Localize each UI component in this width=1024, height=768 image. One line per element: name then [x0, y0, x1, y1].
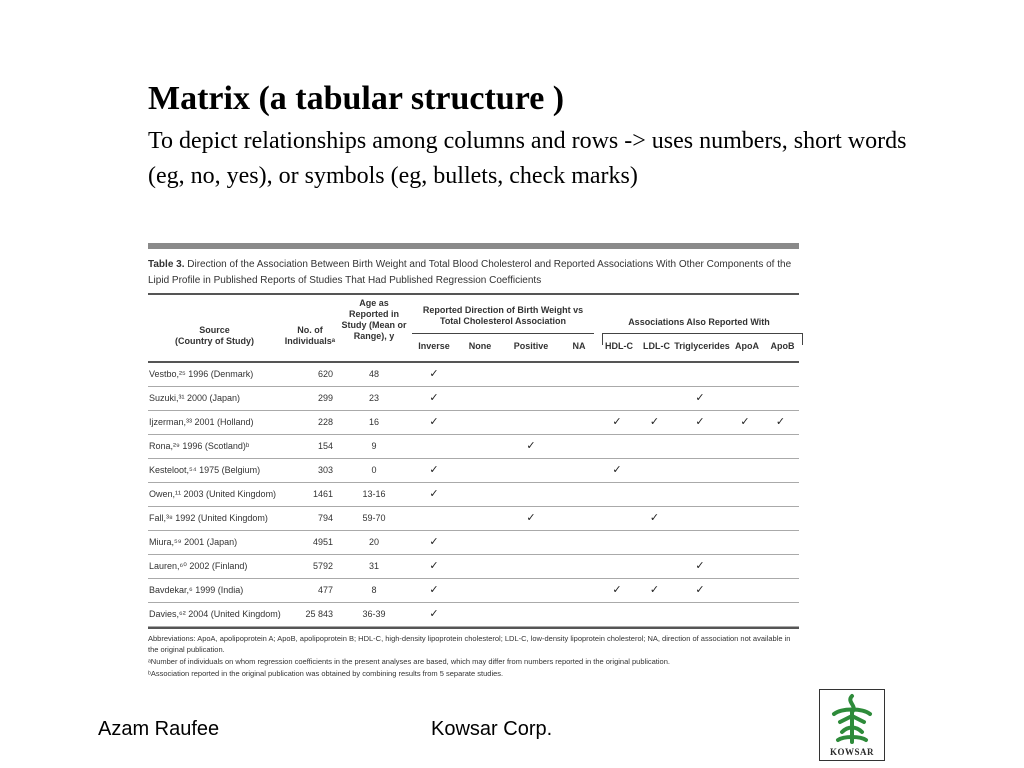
cell-apoa [728, 507, 762, 530]
cell-source: Rona,²⁹ 1996 (Scotland)ᵇ [149, 441, 250, 451]
cell-none [459, 555, 501, 578]
cell-positive [501, 363, 561, 386]
header-also-group: Associations Also Reported With [628, 317, 770, 327]
cell-hdl [597, 579, 637, 602]
cell-apob [762, 555, 799, 578]
check-mark-icon: ✓ [740, 416, 750, 428]
cell-na [561, 459, 597, 482]
cell-individuals: 25 843 [305, 609, 333, 619]
cell-na [561, 435, 597, 458]
table-caption [148, 249, 799, 293]
cell-hdl [597, 363, 637, 386]
cell-age: 20 [368, 537, 379, 547]
header-direction-underline [412, 333, 594, 334]
matrix-table [148, 243, 799, 680]
cell-apob [762, 387, 799, 410]
cell-hdl [597, 603, 637, 626]
cell-trig [672, 459, 728, 482]
cell-ldl [637, 507, 672, 530]
cell-trig [672, 531, 728, 554]
cell-individuals: 299 [317, 393, 333, 403]
cell-age: 0 [371, 465, 377, 475]
table-caption-label: Table 3. [148, 259, 185, 270]
header-tick-right [802, 333, 803, 345]
cell-none [459, 507, 501, 530]
cell-na [561, 603, 597, 626]
cell-positive [501, 579, 561, 602]
table-row [148, 459, 799, 483]
check-mark-icon: ✓ [429, 488, 439, 500]
cell-hdl [597, 483, 637, 506]
cell-trig [672, 435, 728, 458]
header-individuals: No. of Individualsᵃ [284, 325, 336, 346]
cell-na [561, 507, 597, 530]
cell-apob [762, 483, 799, 506]
cell-positive [501, 531, 561, 554]
cell-inverse [409, 459, 459, 482]
cell-individuals: 620 [317, 369, 333, 379]
header-hdl: HDL-C [605, 341, 633, 351]
cell-apob [762, 603, 799, 626]
check-mark-icon: ✓ [695, 584, 705, 596]
cell-positive [501, 603, 561, 626]
cell-trig [672, 387, 728, 410]
cell-none [459, 363, 501, 386]
check-mark-icon: ✓ [429, 464, 439, 476]
cell-apoa [728, 579, 762, 602]
cell-na [561, 531, 597, 554]
cell-none [459, 459, 501, 482]
note-abbreviations: Abbreviations: ApoA, apolipoprotein A; ApoB, apolipoprotein B; HDL-C, high-density lipoprotein cholesterol; LDL-C, low-density lipoprotein cholesterol; NA, direction of association not available in the original publication. [148, 634, 791, 654]
cell-inverse [409, 483, 459, 506]
cell-hdl [597, 435, 637, 458]
cell-apoa [728, 363, 762, 386]
check-mark-icon: ✓ [649, 416, 660, 428]
cell-inverse [409, 507, 459, 530]
cell-none [459, 411, 501, 434]
table-body [148, 363, 799, 627]
table-row [148, 555, 799, 579]
cell-apoa [728, 555, 762, 578]
table-row [148, 435, 799, 459]
cell-source: Lauren,⁶⁰ 2002 (Finland) [149, 561, 248, 571]
header-source: Source (Country of Study) [175, 325, 254, 346]
header-apoa: ApoA [735, 341, 759, 351]
check-mark-icon: ✓ [429, 536, 439, 548]
cell-age: 13-16 [362, 489, 386, 499]
cell-trig [672, 363, 728, 386]
cell-apob [762, 531, 799, 554]
cell-apob [762, 411, 799, 434]
check-mark-icon: ✓ [612, 584, 622, 596]
cell-na [561, 411, 597, 434]
cell-individuals: 154 [317, 441, 333, 451]
cell-ldl [637, 579, 672, 602]
cell-na [561, 483, 597, 506]
check-mark-icon: ✓ [649, 584, 660, 596]
cell-trig [672, 555, 728, 578]
header-none: None [468, 341, 492, 351]
cell-trig [672, 603, 728, 626]
cell-source: Davies,⁶² 2004 (United Kingdom) [149, 609, 281, 619]
check-mark-icon: ✓ [429, 608, 439, 620]
cell-source: Miura,⁵⁹ 2001 (Japan) [149, 537, 238, 547]
cell-hdl [597, 411, 637, 434]
cell-apoa [728, 459, 762, 482]
table-row [148, 411, 799, 435]
cell-individuals: 1461 [312, 489, 333, 499]
check-mark-icon: ✓ [526, 440, 536, 452]
cell-inverse [409, 411, 459, 434]
cell-none [459, 435, 501, 458]
header-direction-group: Reported Direction of Birth Weight vs Total Cholesterol Association [422, 305, 584, 326]
cell-apoa [728, 435, 762, 458]
cell-na [561, 579, 597, 602]
header-also-underline [602, 333, 803, 334]
check-mark-icon: ✓ [612, 416, 622, 428]
cell-ldl [637, 387, 672, 410]
cell-apoa [728, 531, 762, 554]
footer-company: Kowsar Corp. [431, 718, 553, 740]
cell-positive [501, 507, 561, 530]
cell-hdl [597, 459, 637, 482]
cell-age: 8 [371, 585, 377, 595]
cell-inverse [409, 531, 459, 554]
cell-na [561, 555, 597, 578]
kowsar-emblem-icon [820, 692, 884, 748]
cell-individuals: 477 [317, 585, 333, 595]
kowsar-logo [819, 689, 885, 761]
cell-apob [762, 363, 799, 386]
cell-source: Vestbo,²⁵ 1996 (Denmark) [149, 369, 254, 379]
cell-ldl [637, 483, 672, 506]
check-mark-icon: ✓ [649, 512, 660, 524]
cell-age: 9 [371, 441, 377, 451]
table-row [148, 483, 799, 507]
cell-hdl [597, 507, 637, 530]
cell-ldl [637, 435, 672, 458]
cell-ldl [637, 411, 672, 434]
cell-none [459, 387, 501, 410]
header-inverse: Inverse [418, 341, 450, 351]
cell-ldl [637, 555, 672, 578]
cell-ldl [637, 603, 672, 626]
table-row [148, 363, 799, 387]
cell-source: Ijzerman,³³ 2001 (Holland) [149, 417, 254, 427]
table-row [148, 531, 799, 555]
cell-inverse [409, 435, 459, 458]
cell-none [459, 531, 501, 554]
cell-individuals: 5792 [312, 561, 333, 571]
cell-positive [501, 459, 561, 482]
cell-none [459, 603, 501, 626]
cell-age: 16 [368, 417, 379, 427]
cell-individuals: 4951 [312, 537, 333, 547]
check-mark-icon: ✓ [429, 416, 439, 428]
check-mark-icon: ✓ [775, 416, 786, 428]
cell-hdl [597, 555, 637, 578]
cell-inverse [409, 603, 459, 626]
cell-positive [501, 411, 561, 434]
check-mark-icon: ✓ [695, 560, 705, 572]
check-mark-icon: ✓ [429, 584, 439, 596]
cell-none [459, 483, 501, 506]
cell-individuals: 228 [317, 417, 333, 427]
cell-source: Suzuki,³¹ 2000 (Japan) [149, 393, 241, 403]
cell-source: Kesteloot,⁵⁴ 1975 (Belgium) [149, 465, 261, 475]
slide-title: Matrix (a tabular structure ) [148, 80, 565, 117]
cell-ldl [637, 531, 672, 554]
cell-positive [501, 555, 561, 578]
cell-source: Fall,³⁸ 1992 (United Kingdom) [149, 513, 268, 523]
cell-inverse [409, 579, 459, 602]
cell-apoa [728, 603, 762, 626]
cell-trig [672, 579, 728, 602]
slide-body-text: To depict relationships among columns and rows -> uses numbers, short words (eg, no, yes), or symbols (eg, bullets, check marks) [148, 128, 907, 189]
cell-none [459, 579, 501, 602]
cell-individuals: 303 [317, 465, 333, 475]
cell-apob [762, 579, 799, 602]
cell-inverse [409, 363, 459, 386]
table-row [148, 603, 799, 627]
cell-age: 31 [368, 561, 379, 571]
note-b: ᵇAssociation reported in the original publication was obtained by combining results from 5 separate studies. [148, 669, 504, 678]
cell-apob [762, 459, 799, 482]
header-na: NA [572, 341, 586, 351]
cell-hdl [597, 531, 637, 554]
cell-positive [501, 387, 561, 410]
cell-age: 59-70 [362, 513, 386, 523]
cell-hdl [597, 387, 637, 410]
cell-age: 48 [368, 369, 379, 379]
cell-age: 23 [368, 393, 379, 403]
cell-apoa [728, 483, 762, 506]
table-row [148, 579, 799, 603]
cell-age: 36-39 [362, 609, 386, 619]
check-mark-icon: ✓ [526, 512, 536, 524]
cell-na [561, 387, 597, 410]
check-mark-icon: ✓ [612, 464, 622, 476]
table-row [148, 507, 799, 531]
check-mark-icon: ✓ [695, 392, 705, 404]
check-mark-icon: ✓ [429, 560, 439, 572]
cell-apoa [728, 411, 762, 434]
check-mark-icon: ✓ [429, 368, 439, 380]
footer-author: Azam Raufee [98, 718, 220, 740]
cell-individuals: 794 [317, 513, 333, 523]
cell-source: Owen,¹¹ 2003 (United Kingdom) [149, 489, 277, 499]
check-mark-icon: ✓ [695, 416, 705, 428]
header-positive: Positive [513, 341, 549, 351]
cell-apoa [728, 387, 762, 410]
logo-text: KOWSAR [829, 747, 874, 757]
cell-apob [762, 507, 799, 530]
cell-source: Bavdekar,⁶ 1999 (India) [149, 585, 244, 595]
header-trig: Triglycerides [674, 341, 730, 351]
header-ldl: LDL-C [643, 341, 670, 351]
cell-inverse [409, 555, 459, 578]
cell-apob [762, 435, 799, 458]
cell-trig [672, 507, 728, 530]
cell-ldl [637, 363, 672, 386]
note-a: ᵃNumber of individuals on whom regression coefficients in the present analyses are based, which may differ from numbers reported in the original publication. [148, 657, 670, 666]
cell-trig [672, 411, 728, 434]
table-row [148, 387, 799, 411]
table-header [148, 295, 799, 361]
cell-positive [501, 435, 561, 458]
table-notes [148, 629, 799, 679]
cell-inverse [409, 387, 459, 410]
cell-na [561, 363, 597, 386]
cell-positive [501, 483, 561, 506]
check-mark-icon: ✓ [429, 392, 439, 404]
cell-ldl [637, 459, 672, 482]
table-caption-text: Direction of the Association Between Birth Weight and Total Blood Cholesterol and Reported Associations With Other Components of the Lipid Profile in Published Reports of Studies That Had Published Regression Coefficients [148, 259, 792, 286]
cell-trig [672, 483, 728, 506]
header-apob: ApoB [770, 341, 795, 351]
header-age: Age as Reported in Study (Mean or Range), y [341, 298, 407, 341]
